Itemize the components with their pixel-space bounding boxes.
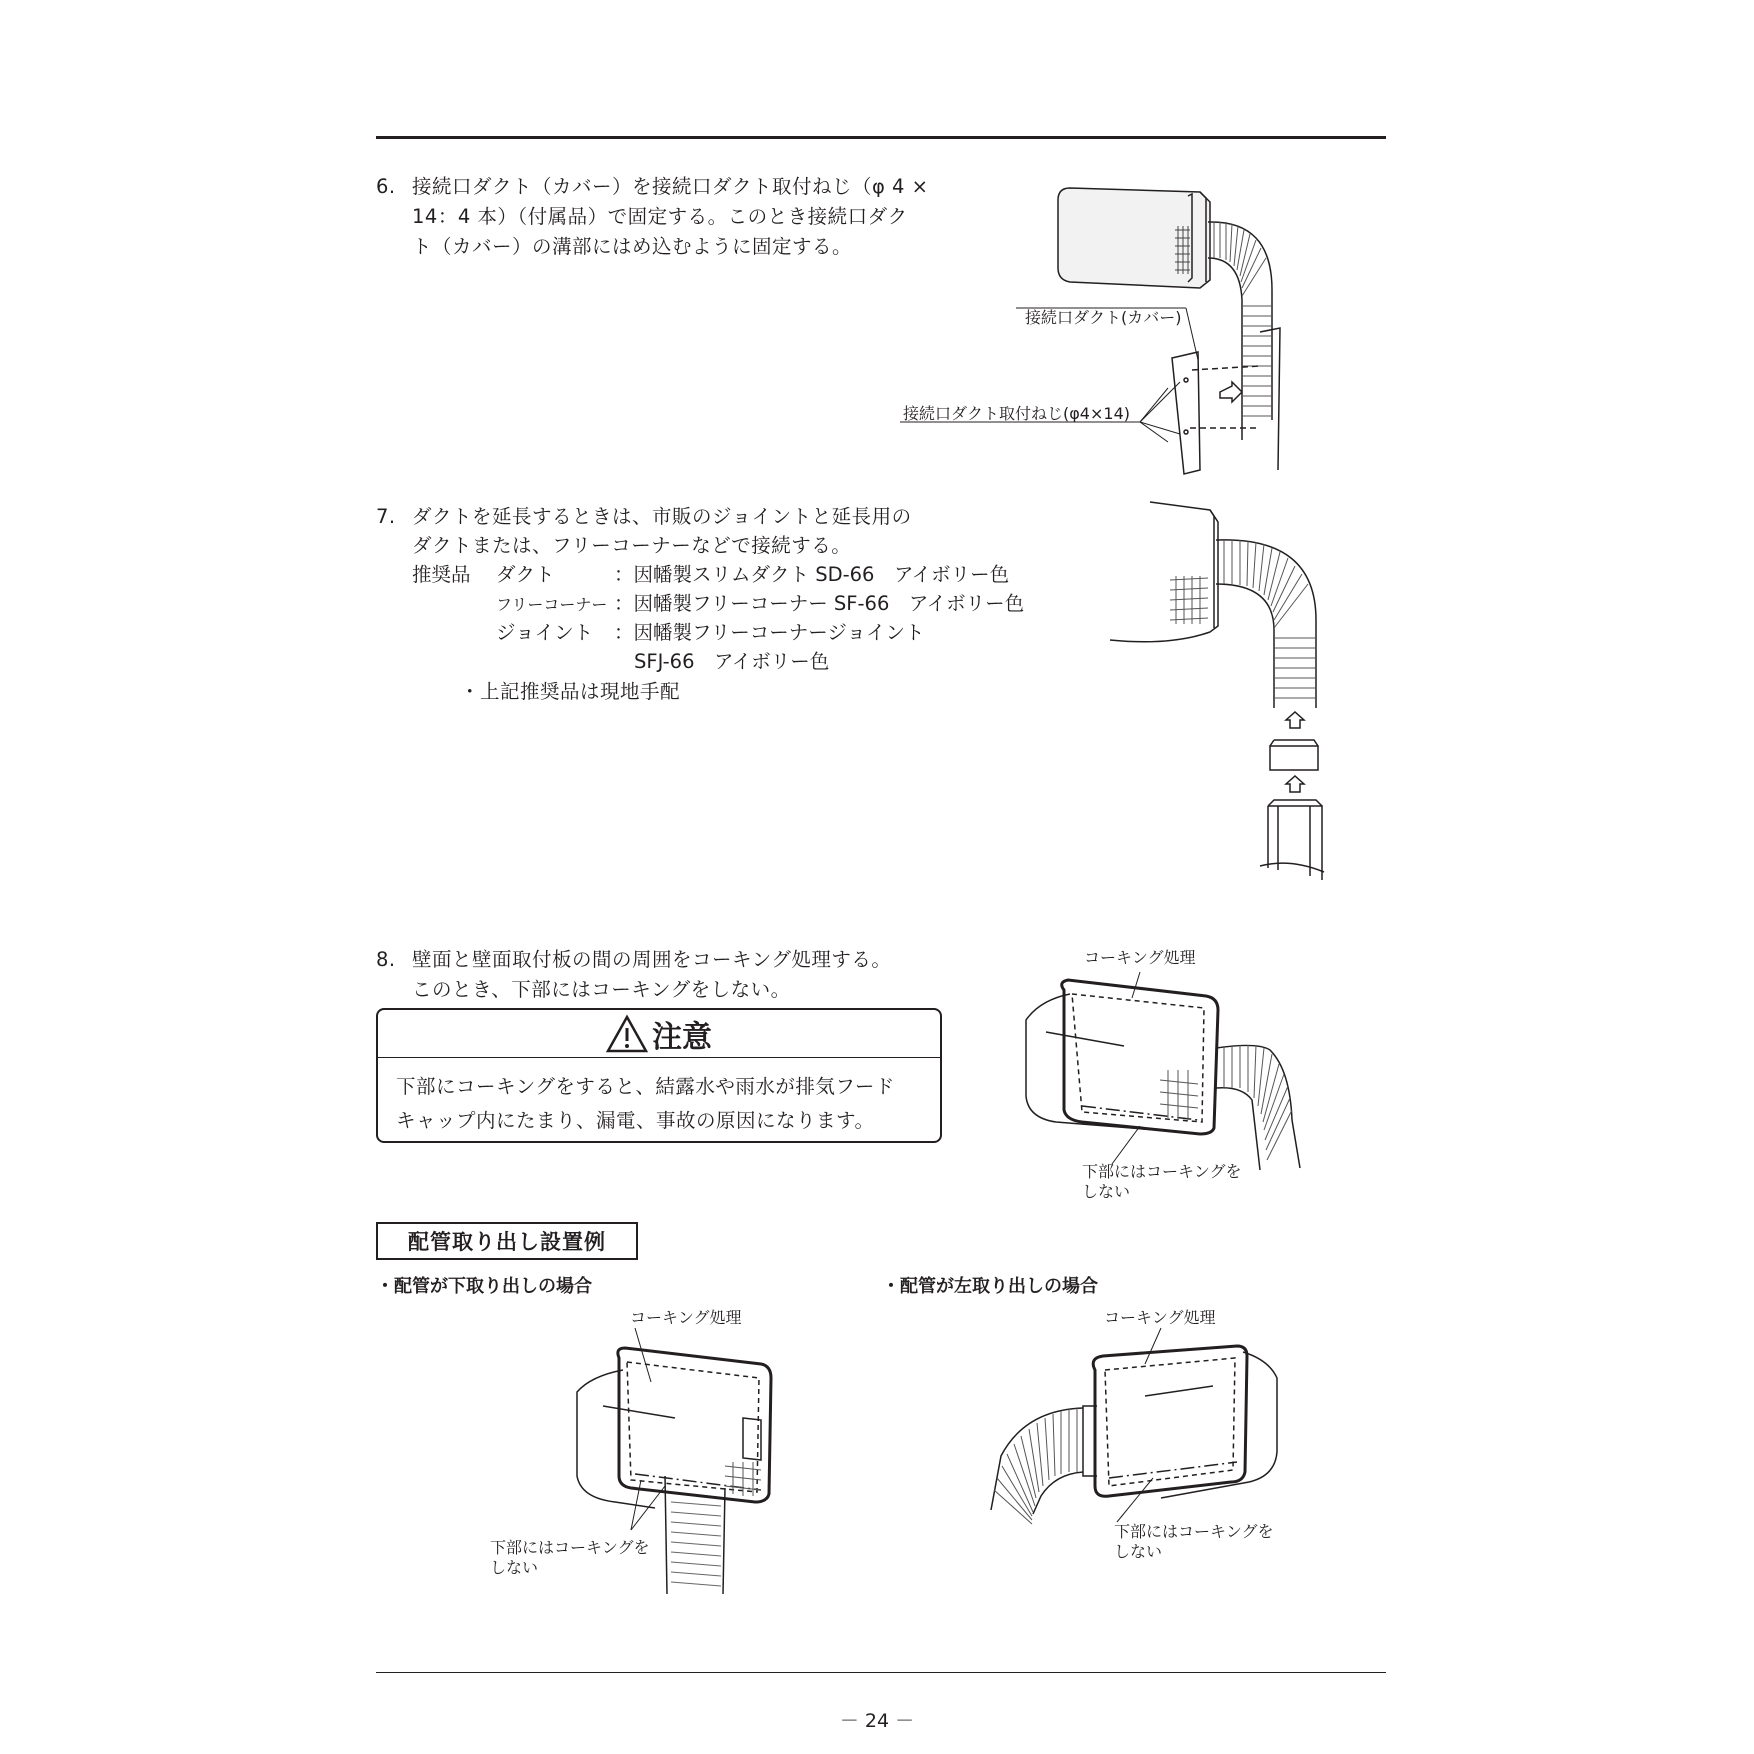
label-no-caulk-step8-2: しない [1082, 1182, 1131, 1201]
rec-duct-value: ：因幡製スリムダクト SD-66 アイボリー色 [614, 563, 1010, 586]
step-6-number: 6. [376, 175, 396, 198]
label-no-caulk-right-1: 下部にはコーキングを [1114, 1522, 1274, 1541]
step-8-line-1: 壁面と壁面取付板の間の周囲をコーキング処理する。 [412, 948, 892, 971]
label-caulking-left: コーキング処理 [630, 1308, 742, 1327]
label-no-caulk-left-2: しない [490, 1558, 539, 1577]
section-title-box: 配管取り出し設置例 [376, 1222, 638, 1260]
step-8-line-2: このとき、下部にはコーキングをしない。 [412, 978, 791, 1001]
subhead-bottom-outlet: ・配管が下取り出しの場合 [376, 1276, 592, 1297]
step-7-illustration [1110, 500, 1340, 885]
step-7-line-1: ダクトを延長するときは、市販のジョイントと延長用の [412, 505, 912, 528]
rec-joint-value: ：因幡製フリーコーナージョイント [614, 621, 925, 644]
step-7-line-2: ダクトまたは、フリーコーナーなどで接続する。 [412, 534, 852, 557]
step-7-number: 7. [376, 505, 396, 528]
caution-line-2: キャップ内にたまり、漏電、事故の原因になります。 [396, 1109, 875, 1132]
rec-duct-key: ダクト [496, 563, 555, 586]
step-6-line-2: 14：4 本）（付属品）で固定する。このとき接続口ダク [412, 205, 908, 228]
recommended-title: 推奨品 [412, 563, 471, 586]
warning-icon [606, 1015, 648, 1053]
label-no-caulk-left-1: 下部にはコーキングを [490, 1538, 650, 1557]
label-duct-screw: 接続口ダクト取付ねじ(φ4×14) [903, 404, 1130, 423]
rec-corner-key: フリーコーナー [496, 595, 608, 614]
rec-joint-key: ジョイント [496, 621, 594, 644]
caution-line-1: 下部にコーキングをすると、結露水や雨水が排気フード [396, 1075, 895, 1098]
label-caulking-right: コーキング処理 [1104, 1308, 1216, 1327]
step-6-line-1: 接続口ダクト（カバー）を接続口ダクト取付ねじ（φ 4 × [412, 175, 929, 198]
step-8-number: 8. [376, 948, 396, 971]
page-number: － 24 － [839, 1710, 915, 1732]
caution-box [376, 1008, 942, 1143]
label-connection-duct-cover: 接続口ダクト(カバー) [1025, 308, 1182, 327]
rec-joint-value-cont: SFJ-66 アイボリー色 [634, 650, 830, 673]
label-no-caulk-right-2: しない [1114, 1542, 1163, 1561]
subhead-left-outlet: ・配管が左取り出しの場合 [882, 1276, 1098, 1297]
caution-title: 注意 [652, 1019, 712, 1055]
step-8-illustration [1020, 970, 1340, 1182]
caution-text [396, 1070, 895, 1138]
label-caulking-step8: コーキング処理 [1084, 948, 1196, 967]
recommended-note: ・上記推奨品は現地手配 [460, 680, 681, 703]
caution-header [378, 1010, 940, 1058]
left-outlet-illustration [985, 1326, 1291, 1536]
label-no-caulk-step8-1: 下部にはコーキングを [1082, 1162, 1242, 1181]
top-rule [376, 136, 1386, 139]
rec-corner-value: ：因幡製フリーコーナー SF-66 アイボリー色 [614, 592, 1025, 615]
step-6-line-3: ト（カバー）の溝部にはめ込むように固定する。 [412, 235, 853, 258]
bottom-rule [376, 1672, 1386, 1673]
